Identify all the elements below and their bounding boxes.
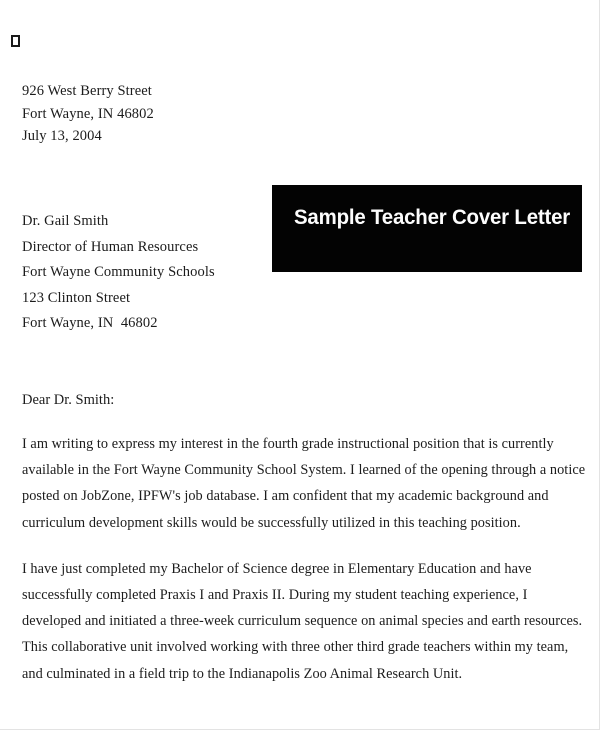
body-line: successfully completed Praxis I and Praxis II. During my student teaching experience, I — [22, 587, 528, 604]
recipient-city-state-zip: Fort Wayne, IN 46802 — [22, 315, 158, 331]
body-paragraph — [22, 556, 583, 687]
letter-body — [22, 431, 586, 687]
recipient-name: Dr. Gail Smith — [22, 213, 109, 229]
body-line: curriculum development skills would be successfully utilized in this teaching position. — [22, 514, 521, 531]
title-banner — [272, 185, 582, 272]
sender-date-line: July 13, 2004 — [22, 128, 102, 144]
body-line: I am writing to express my interest in the fourth grade instructional position that is currently — [22, 436, 554, 452]
sender-address-line: 926 West Berry Street — [22, 83, 152, 99]
recipient-job-title: Director of Human Resources — [22, 238, 199, 255]
body-line: available in the Fort Wayne Community School System. I learned of the opening through a notice — [22, 462, 586, 479]
body-paragraph — [22, 431, 586, 536]
missing-character-box-icon — [11, 35, 20, 47]
page-title: Sample Teacher Cover Letter — [294, 205, 571, 229]
body-line: developed and initiated a three-week curriculum sequence on animal species and earth resources. — [22, 613, 583, 630]
sender-address-block — [22, 80, 154, 148]
body-line: and culminated in a field trip to the Indianapolis Zoo Animal Research Unit. — [22, 665, 463, 682]
sender-address-line: Fort Wayne, IN 46802 — [22, 105, 154, 122]
recipient-organization: Fort Wayne Community Schools — [22, 264, 215, 280]
recipient-street: 123 Clinton Street — [22, 289, 131, 306]
body-line: This collaborative unit involved working with three other third grade teachers within my team, — [22, 639, 569, 656]
salutation: Dear Dr. Smith: — [22, 392, 115, 408]
recipient-address-block — [22, 209, 215, 337]
body-line: I have just completed my Bachelor of Science degree in Elementary Education and have — [22, 560, 532, 577]
body-line: posted on JobZone, IPFW's job database. I am confident that my academic background and — [22, 488, 549, 505]
